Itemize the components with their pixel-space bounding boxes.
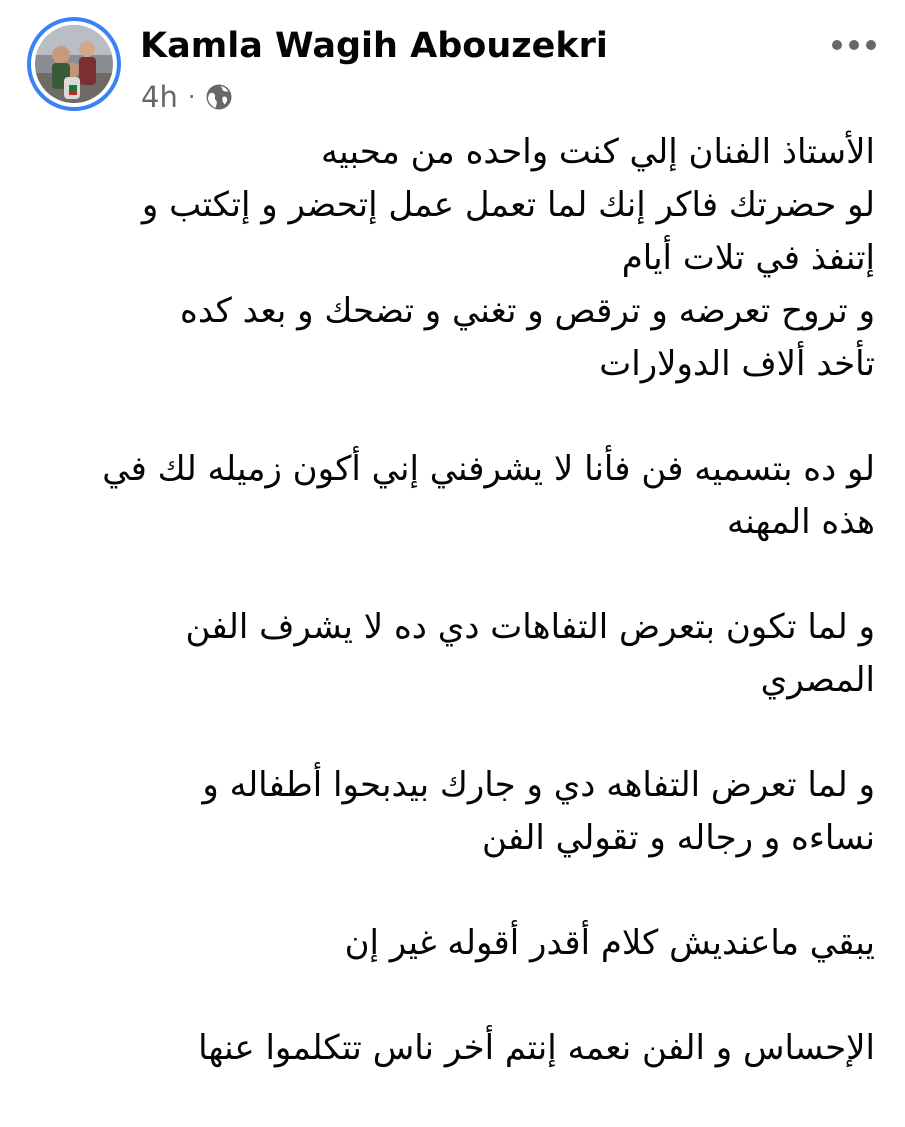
post-line: الأستاذ الفنان إلي كنت واحده من محبيه [320,132,875,172]
post-line: و لما تعرض التفاهه دي و جارك بيدبحوا أطفاله و [202,765,875,805]
post-line: المصري [760,660,875,700]
more-options-icon[interactable] [832,34,876,56]
author-name[interactable]: Kamla Wagih Abouzekri [140,26,608,66]
post-line: تأخد ألاف الدولارات [599,344,875,384]
post-line: إتنفذ في تلات أيام [621,238,875,278]
post-line: لو ده بتسميه فن فأنا لا يشرفني إني أكون زميله لك في [102,449,875,489]
post-line: يبقي ماعنديش كلام أقدر أقوله غير إن [344,923,875,963]
post-line: هذه المهنه [726,502,875,542]
post-header [0,0,905,120]
post-line: الإحساس و الفن نعمه إنتم أخر ناس تتكلموا عنها [198,1028,875,1068]
more-dot [866,40,876,50]
post-line: لو حضرتك فاكر إنك لما تعمل عمل إتحضر و إتكتب و [141,185,875,225]
globe-icon[interactable] [204,82,234,112]
more-dot [832,40,842,50]
post-timestamp[interactable]: 4h [141,80,178,114]
post-paragraph [40,759,875,865]
meta-separator: · [187,83,196,111]
post-line: و تروح تعرضه و ترقص و تغني و تضحك و بعد كده [180,291,875,331]
post-paragraph [40,1022,875,1075]
post-paragraph [40,126,875,391]
post-paragraph [40,601,875,707]
more-dot [849,40,859,50]
post-line: نساءه و رجاله و تقولي الفن [481,818,875,858]
avatar-photo [35,25,113,103]
post-meta [141,78,234,116]
post-paragraph [40,443,875,549]
post-text [40,126,875,1127]
post-line: و لما تكون بتعرض التفاهات دي ده لا يشرف الفن [185,607,875,647]
profile-avatar[interactable] [27,17,121,111]
post-paragraph [40,917,875,970]
